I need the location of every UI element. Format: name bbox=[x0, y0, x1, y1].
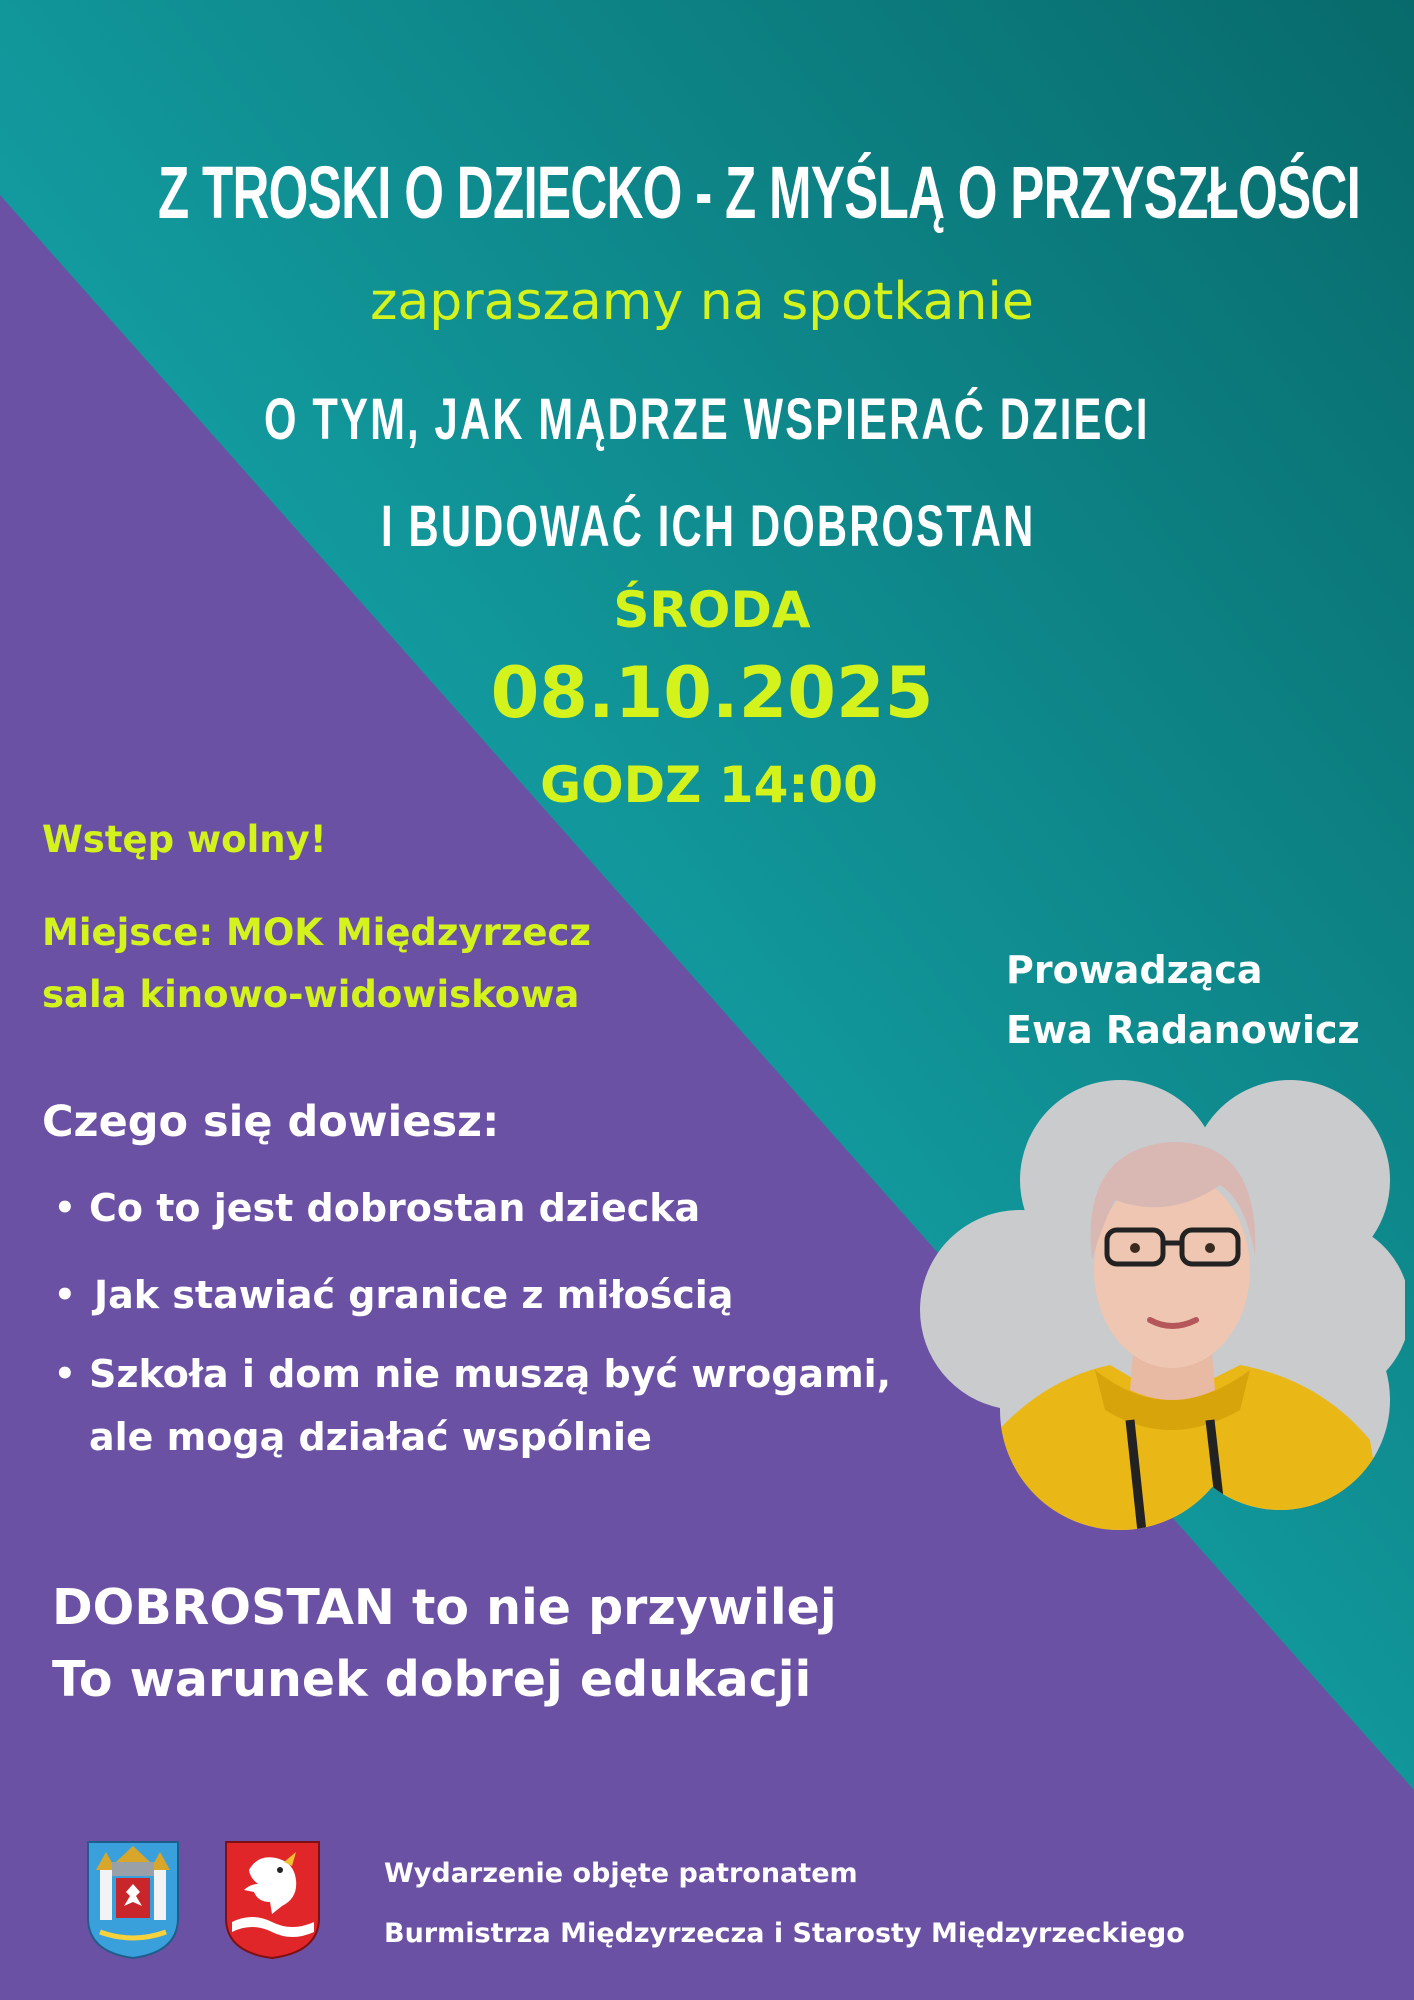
learn-item: • Jak stawiać granice z miłością bbox=[42, 1264, 902, 1327]
county-eagle-coat-of-arms-icon bbox=[224, 1840, 321, 1960]
main-title: Z TROSKI O DZIECKO - Z MYŚLĄ O PRZYSZŁOŚCI bbox=[158, 151, 1361, 234]
slogan-line-1: DOBROSTAN to nie przywilej bbox=[52, 1579, 837, 1636]
free-entry-text: Wstęp wolny! bbox=[42, 818, 327, 861]
learn-item-continuation: ale mogą działać wspólnie bbox=[89, 1415, 652, 1459]
host-portrait bbox=[920, 1080, 1405, 1560]
patronage-line-2: Burmistrza Międzyrzecza i Starosty Międzyrzeckiego bbox=[384, 1918, 1185, 1949]
event-date: 08.10.2025 bbox=[490, 652, 934, 734]
slogan-line-2: To warunek dobrej edukacji bbox=[52, 1651, 812, 1708]
town-coat-of-arms-icon bbox=[86, 1840, 180, 1960]
topic-line-2: I BUDOWAĆ ICH DOBROSTAN bbox=[381, 494, 1036, 559]
event-day: ŚRODA bbox=[613, 581, 811, 639]
event-time: GODZ 14:00 bbox=[540, 756, 878, 814]
topic-line-1: O TYM, JAK MĄDRZE WSPIERAĆ DZIECI bbox=[264, 387, 1150, 452]
learn-list bbox=[42, 1177, 902, 1469]
place-line-1: Miejsce: MOK Międzyrzecz bbox=[42, 911, 591, 954]
learn-item: • Co to jest dobrostan dziecka bbox=[42, 1177, 902, 1240]
patronage-line-1: Wydarzenie objęte patronatem bbox=[384, 1858, 858, 1889]
host-name: Ewa Radanowicz bbox=[1006, 1008, 1360, 1052]
place-line-2: sala kinowo-widowiskowa bbox=[42, 973, 580, 1016]
learn-item: • Szkoła i dom nie muszą być wrogami, ale mogą działać wspólnie bbox=[42, 1343, 902, 1469]
host-label: Prowadząca bbox=[1006, 948, 1263, 992]
learn-heading: Czego się dowiesz: bbox=[42, 1097, 500, 1147]
invite-text: zapraszamy na spotkanie bbox=[370, 272, 1034, 332]
